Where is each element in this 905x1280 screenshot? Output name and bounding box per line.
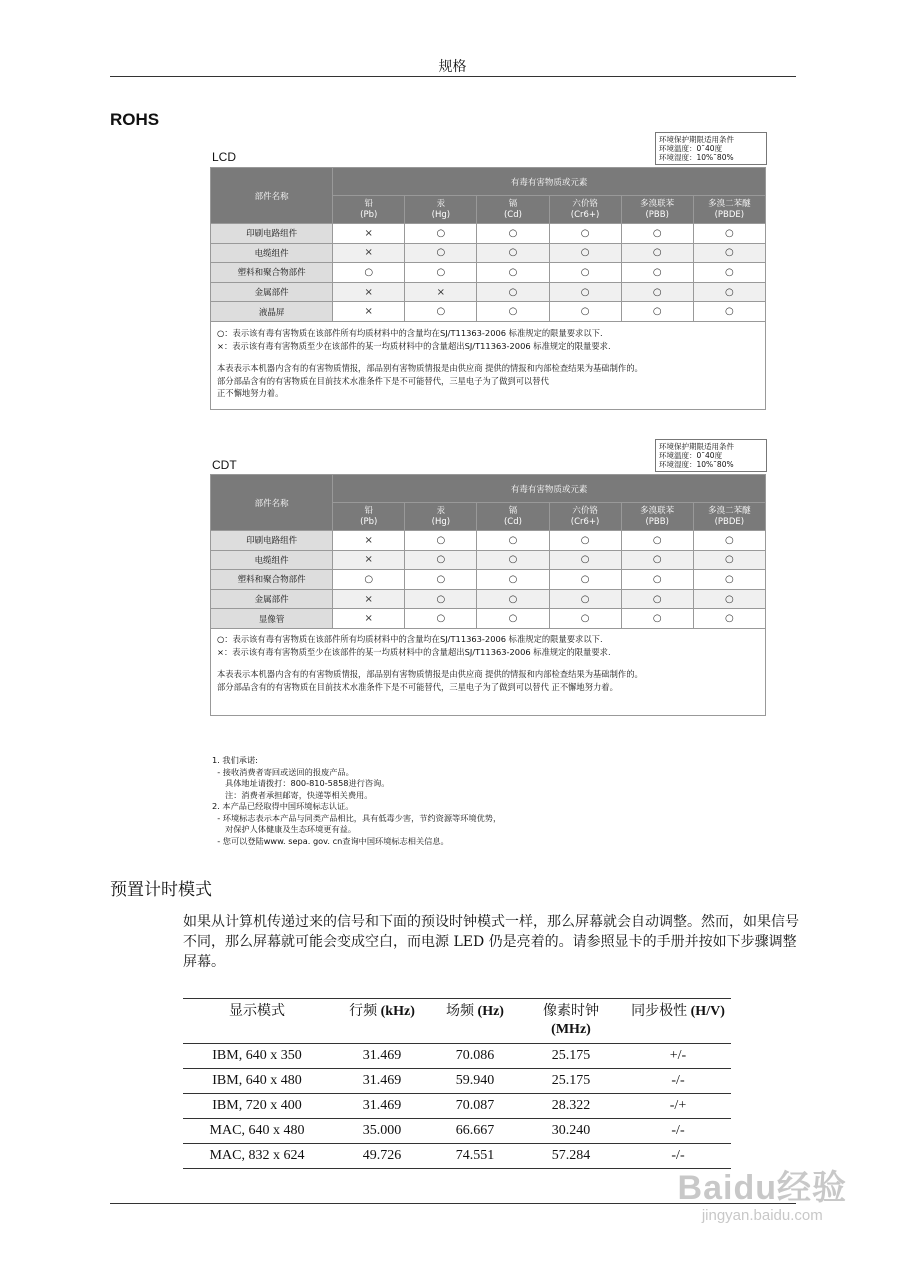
substance-mark-cell: ○ xyxy=(549,224,621,244)
part-name-header: 部件名称 xyxy=(211,168,333,224)
substance-mark-cell: ○ xyxy=(549,282,621,302)
part-name-cell: 电缆组件 xyxy=(211,550,333,570)
header-unit: (MHz) xyxy=(551,1022,591,1037)
part-name-cell: 电缆组件 xyxy=(211,243,333,263)
substance-name: 汞 xyxy=(436,505,446,516)
substance-mark-cell: × xyxy=(333,550,405,570)
rohs-row xyxy=(211,224,766,244)
substance-mark-cell: ○ xyxy=(477,570,549,590)
timing-row xyxy=(183,1144,731,1169)
substance-mark-cell: ○ xyxy=(477,609,549,629)
timing-cell: 59.940 xyxy=(433,1069,517,1094)
substance-mark-cell: × xyxy=(333,589,405,609)
part-name-cell: 液晶屏 xyxy=(211,302,333,322)
substance-mark-cell: ○ xyxy=(693,224,765,244)
substance-mark-cell: ○ xyxy=(693,550,765,570)
substance-mark-cell: ○ xyxy=(621,589,693,609)
substance-name: 铅 xyxy=(364,505,373,516)
substance-header xyxy=(405,196,477,224)
substance-header xyxy=(477,196,549,224)
substance-mark-cell: ○ xyxy=(621,550,693,570)
header-v-freq xyxy=(433,999,517,1044)
substance-mark-cell: ○ xyxy=(549,589,621,609)
timing-row xyxy=(183,1094,731,1119)
rohs-row xyxy=(211,243,766,263)
substance-mark-cell: × xyxy=(405,282,477,302)
timing-cell: 31.469 xyxy=(331,1044,433,1069)
timing-cell: MAC, 640 x 480 xyxy=(183,1119,331,1144)
substance-header xyxy=(621,503,693,531)
substance-mark-cell: ○ xyxy=(693,263,765,283)
substance-header xyxy=(549,196,621,224)
substance-mark-cell: ○ xyxy=(477,589,549,609)
timing-row xyxy=(183,1119,731,1144)
substance-mark-cell: × xyxy=(333,243,405,263)
substance-mark-cell: ○ xyxy=(477,302,549,322)
substance-name: 多溴联苯 xyxy=(640,505,675,516)
substance-mark-cell: ○ xyxy=(477,531,549,551)
substance-mark-cell: ○ xyxy=(693,570,765,590)
substance-mark-cell: ○ xyxy=(621,531,693,551)
condition-line: 环境保护期限适用条件 xyxy=(659,442,734,451)
substance-symbol: (Cr6+) xyxy=(570,209,600,220)
substance-name: 六价铬 xyxy=(572,198,598,209)
statement-line: 本表表示本机器内含有的有害物质情报，部品别有害物质情报是由供应商 提供的情报和内部检查结果为基础制作的。 xyxy=(217,363,643,373)
substance-mark-cell: ○ xyxy=(693,282,765,302)
rohs-heading: ROHS xyxy=(110,110,160,129)
substance-mark-cell: ○ xyxy=(549,531,621,551)
timing-cell: 74.551 xyxy=(433,1144,517,1169)
condition-line: 环境湿度：10%˜80% xyxy=(659,153,734,162)
promise-line: 对保护人体健康及生态环境更有益。 xyxy=(212,824,357,834)
substance-symbol: (PBB) xyxy=(645,209,669,220)
substance-mark-cell: ○ xyxy=(549,243,621,263)
substance-mark-cell: ○ xyxy=(549,302,621,322)
substance-symbol: (Cd) xyxy=(503,516,522,527)
header-text: 同步极性 xyxy=(631,1004,691,1019)
substance-name: 六价铬 xyxy=(572,505,598,516)
substance-mark-cell: ○ xyxy=(693,531,765,551)
rohs-row xyxy=(211,589,766,609)
statement-line: 部分部品含有的有害物质在目前技术水准条件下是不可能替代，三星电子为了做到可以替代 正不懈地努力着。 xyxy=(217,681,618,692)
timing-paragraph: 如果从计算机传递过来的信号和下面的预设时钟模式一样，那么屏幕就会自动调整。然而，如果信号不同，那么屏幕就可能会变成空白，而电源 LED 仍是亮着的。请参照显卡的手册并按如下步骤调整屏幕。 xyxy=(183,914,799,970)
substance-mark-cell: × xyxy=(333,282,405,302)
legend-note: ×：表示该有毒有害物质至少在该部件的某一均质材料中的含量超出SJ/T11363-2006 标准规定的限量要求. xyxy=(217,340,611,351)
part-name-cell: 印刷电路组件 xyxy=(211,224,333,244)
substance-mark-cell: × xyxy=(333,609,405,629)
substance-header xyxy=(405,503,477,531)
statement-line: 正不懈地努力着。 xyxy=(217,388,284,398)
substance-mark-cell: ○ xyxy=(477,550,549,570)
substance-name: 铅 xyxy=(364,198,373,209)
substance-mark-cell: ○ xyxy=(549,609,621,629)
timing-cell: MAC, 832 x 624 xyxy=(183,1144,331,1169)
legend-note: ×：表示该有毒有害物质至少在该部件的某一均质材料中的含量超出SJ/T11363-2006 标准规定的限量要求. xyxy=(217,646,611,657)
rohs-row xyxy=(211,302,766,322)
substance-mark-cell: ○ xyxy=(405,531,477,551)
part-name-cell: 印刷电路组件 xyxy=(211,531,333,551)
substance-mark-cell: ○ xyxy=(333,570,405,590)
promise-line: - 环境标志表示本产品与同类产品相比，具有低毒少害，节约资源等环境优势， xyxy=(212,812,502,823)
header-display-mode xyxy=(183,999,331,1044)
promises-list xyxy=(212,755,501,847)
timing-cell: 25.175 xyxy=(517,1044,625,1069)
substance-symbol: (PBDE) xyxy=(714,209,745,220)
substance-name: 镉 xyxy=(508,198,518,209)
substance-symbol: (Hg) xyxy=(431,516,451,527)
part-name-header: 部件名称 xyxy=(211,475,333,531)
rohs-row xyxy=(211,609,766,629)
statement-line: 部分部品含有的有害物质在目前技术水准条件下是不可能替代，三星电子为了做到可以替代 xyxy=(217,375,549,386)
header-pixel-clock xyxy=(517,999,625,1044)
substance-mark-cell: ○ xyxy=(405,224,477,244)
substance-mark-cell: ○ xyxy=(693,243,765,263)
timing-cell: IBM, 640 x 480 xyxy=(183,1069,331,1094)
rohs-row xyxy=(211,570,766,590)
header-text: 像素时钟 xyxy=(543,1004,599,1019)
promise-line: - 您可以登陆www. sepa. gov. cn查询中国环境标志相关信息。 xyxy=(212,835,449,846)
substance-name: 镉 xyxy=(508,505,518,516)
substance-header xyxy=(549,503,621,531)
substance-symbol: (Cd) xyxy=(503,209,522,220)
rohs-row xyxy=(211,263,766,283)
timing-cell: IBM, 640 x 350 xyxy=(183,1044,331,1069)
promise-line: - 接收消费者寄回或送回的报废产品。 xyxy=(212,766,354,777)
substance-mark-cell: ○ xyxy=(549,263,621,283)
legend-note: ○：表示该有毒有害物质在该部件所有均质材料中的含量均在SJ/T11363-2006 标准规定的限量要求以下. xyxy=(217,634,603,644)
substance-mark-cell: ○ xyxy=(405,550,477,570)
lcd-conditions-box xyxy=(655,132,767,165)
cdt-notes xyxy=(210,628,766,716)
timing-cell: 70.087 xyxy=(433,1094,517,1119)
substance-mark-cell: × xyxy=(333,531,405,551)
timing-cell: 30.240 xyxy=(517,1119,625,1144)
header-text: 场频 xyxy=(446,1004,478,1019)
substance-mark-cell: ○ xyxy=(477,224,549,244)
timing-cell: 49.726 xyxy=(331,1144,433,1169)
timing-cell: 25.175 xyxy=(517,1069,625,1094)
substance-mark-cell: ○ xyxy=(549,550,621,570)
condition-line: 环境湿度：10%˜80% xyxy=(659,460,734,469)
substance-mark-cell: ○ xyxy=(621,302,693,322)
header-unit: (Hz) xyxy=(477,1004,504,1019)
substance-mark-cell: ○ xyxy=(333,263,405,283)
substance-mark-cell: ○ xyxy=(477,243,549,263)
substance-mark-cell: ○ xyxy=(693,302,765,322)
watermark-url: jingyan.baidu.com xyxy=(701,1207,823,1224)
substance-symbol: (Pb) xyxy=(360,209,378,220)
rohs-row xyxy=(211,282,766,302)
substance-mark-cell: ○ xyxy=(405,243,477,263)
timing-cell: 31.469 xyxy=(331,1069,433,1094)
substance-mark-cell: ○ xyxy=(477,263,549,283)
timing-modes-table xyxy=(183,998,731,1169)
condition-line: 环境温度：0˜40度 xyxy=(659,144,723,153)
substance-header xyxy=(333,196,405,224)
promise-line: 2. 本产品已经取得中国环境标志认证。 xyxy=(212,801,354,811)
timing-cell: 70.086 xyxy=(433,1044,517,1069)
substance-mark-cell: ○ xyxy=(621,282,693,302)
lcd-rohs-table xyxy=(210,167,766,322)
substance-symbol: (PBDE) xyxy=(714,516,745,527)
part-name-cell: 金属部件 xyxy=(211,589,333,609)
substance-mark-cell: × xyxy=(333,224,405,244)
substance-symbol: (Pb) xyxy=(360,516,378,527)
substance-header xyxy=(477,503,549,531)
substance-mark-cell: ○ xyxy=(405,609,477,629)
header-sync-polarity xyxy=(625,999,731,1044)
header-text: 显示模式 xyxy=(229,1004,285,1019)
timing-cell: 35.000 xyxy=(331,1119,433,1144)
timing-cell: 57.284 xyxy=(517,1144,625,1169)
substance-mark-cell: ○ xyxy=(621,609,693,629)
rohs-row xyxy=(211,550,766,570)
baidu-watermark xyxy=(678,1160,847,1224)
condition-line: 环境温度：0˜40度 xyxy=(659,451,723,460)
header-unit: (kHz) xyxy=(380,1004,415,1019)
header-unit: (H/V) xyxy=(690,1004,725,1019)
substance-mark-cell: ○ xyxy=(549,570,621,590)
substance-header xyxy=(693,196,765,224)
substance-mark-cell: ○ xyxy=(693,609,765,629)
timing-row xyxy=(183,1044,731,1069)
timing-row xyxy=(183,1069,731,1094)
substance-name: 多溴联苯 xyxy=(640,198,675,209)
substance-mark-cell: ○ xyxy=(405,570,477,590)
statement-line: 本表表示本机器内含有的有害物质情报，部品别有害物质情报是由供应商 提供的情报和内部检查结果为基础制作的。 xyxy=(217,669,643,679)
substance-mark-cell: ○ xyxy=(621,570,693,590)
cdt-table-label: CDT xyxy=(212,458,237,472)
substance-mark-cell: ○ xyxy=(621,224,693,244)
substance-mark-cell: ○ xyxy=(405,263,477,283)
substance-header xyxy=(333,503,405,531)
timing-cell: +/- xyxy=(625,1044,731,1069)
substance-symbol: (Cr6+) xyxy=(570,516,600,527)
cdt-conditions-box xyxy=(655,439,767,472)
substance-mark-cell: ○ xyxy=(477,282,549,302)
lcd-table-label: LCD xyxy=(212,150,237,164)
page-header-title: 规格 xyxy=(438,59,467,75)
timing-cell: 31.469 xyxy=(331,1094,433,1119)
part-name-cell: 显像管 xyxy=(211,609,333,629)
part-name-cell: 塑料和聚合物部件 xyxy=(211,570,333,590)
part-name-cell: 塑料和聚合物部件 xyxy=(211,263,333,283)
substance-name: 多溴二苯醚 xyxy=(708,505,751,516)
watermark-logo: Baidu经验 xyxy=(677,1169,847,1207)
substance-mark-cell: ○ xyxy=(405,589,477,609)
cdt-rohs-table xyxy=(210,474,766,629)
part-name-cell: 金属部件 xyxy=(211,282,333,302)
timing-cell: -/+ xyxy=(625,1094,731,1119)
substance-mark-cell: ○ xyxy=(621,243,693,263)
promise-line: 注：消费者承担邮寄，快递等相关费用。 xyxy=(212,789,373,800)
timing-cell: -/- xyxy=(625,1069,731,1094)
promise-line: 1. 我们承诺: xyxy=(212,755,258,765)
timing-cell: -/- xyxy=(625,1144,731,1169)
substance-mark-cell: ○ xyxy=(693,589,765,609)
timing-cell: IBM, 720 x 400 xyxy=(183,1094,331,1119)
substance-header xyxy=(693,503,765,531)
substance-symbol: (PBB) xyxy=(645,516,669,527)
substance-name: 汞 xyxy=(436,198,446,209)
group-header-row xyxy=(211,168,766,196)
substance-group-header: 有毒有害物质或元素 xyxy=(333,168,766,196)
timing-cell: 66.667 xyxy=(433,1119,517,1144)
timing-section-title: 预置计时模式 xyxy=(110,880,212,900)
substance-group-header: 有毒有害物质或元素 xyxy=(333,475,766,503)
timing-cell: 28.322 xyxy=(517,1094,625,1119)
substance-mark-cell: × xyxy=(333,302,405,322)
substance-header xyxy=(621,196,693,224)
substance-symbol: (Hg) xyxy=(431,209,451,220)
lcd-notes xyxy=(210,322,766,410)
condition-line: 环境保护期限适用条件 xyxy=(659,135,734,144)
header-h-freq xyxy=(331,999,433,1044)
substance-name: 多溴二苯醚 xyxy=(708,198,751,209)
timing-cell: -/- xyxy=(625,1119,731,1144)
rohs-row xyxy=(211,531,766,551)
substance-mark-cell: ○ xyxy=(621,263,693,283)
legend-note: ○：表示该有毒有害物质在该部件所有均质材料中的含量均在SJ/T11363-2006 标准规定的限量要求以下. xyxy=(217,328,603,338)
header-divider xyxy=(110,76,796,77)
timing-header-row xyxy=(183,999,731,1044)
group-header-row xyxy=(211,475,766,503)
substance-mark-cell: ○ xyxy=(405,302,477,322)
header-text: 行频 xyxy=(349,1004,381,1019)
promise-line: 具体地址请拨打：800-810-5858进行咨询。 xyxy=(212,778,390,788)
